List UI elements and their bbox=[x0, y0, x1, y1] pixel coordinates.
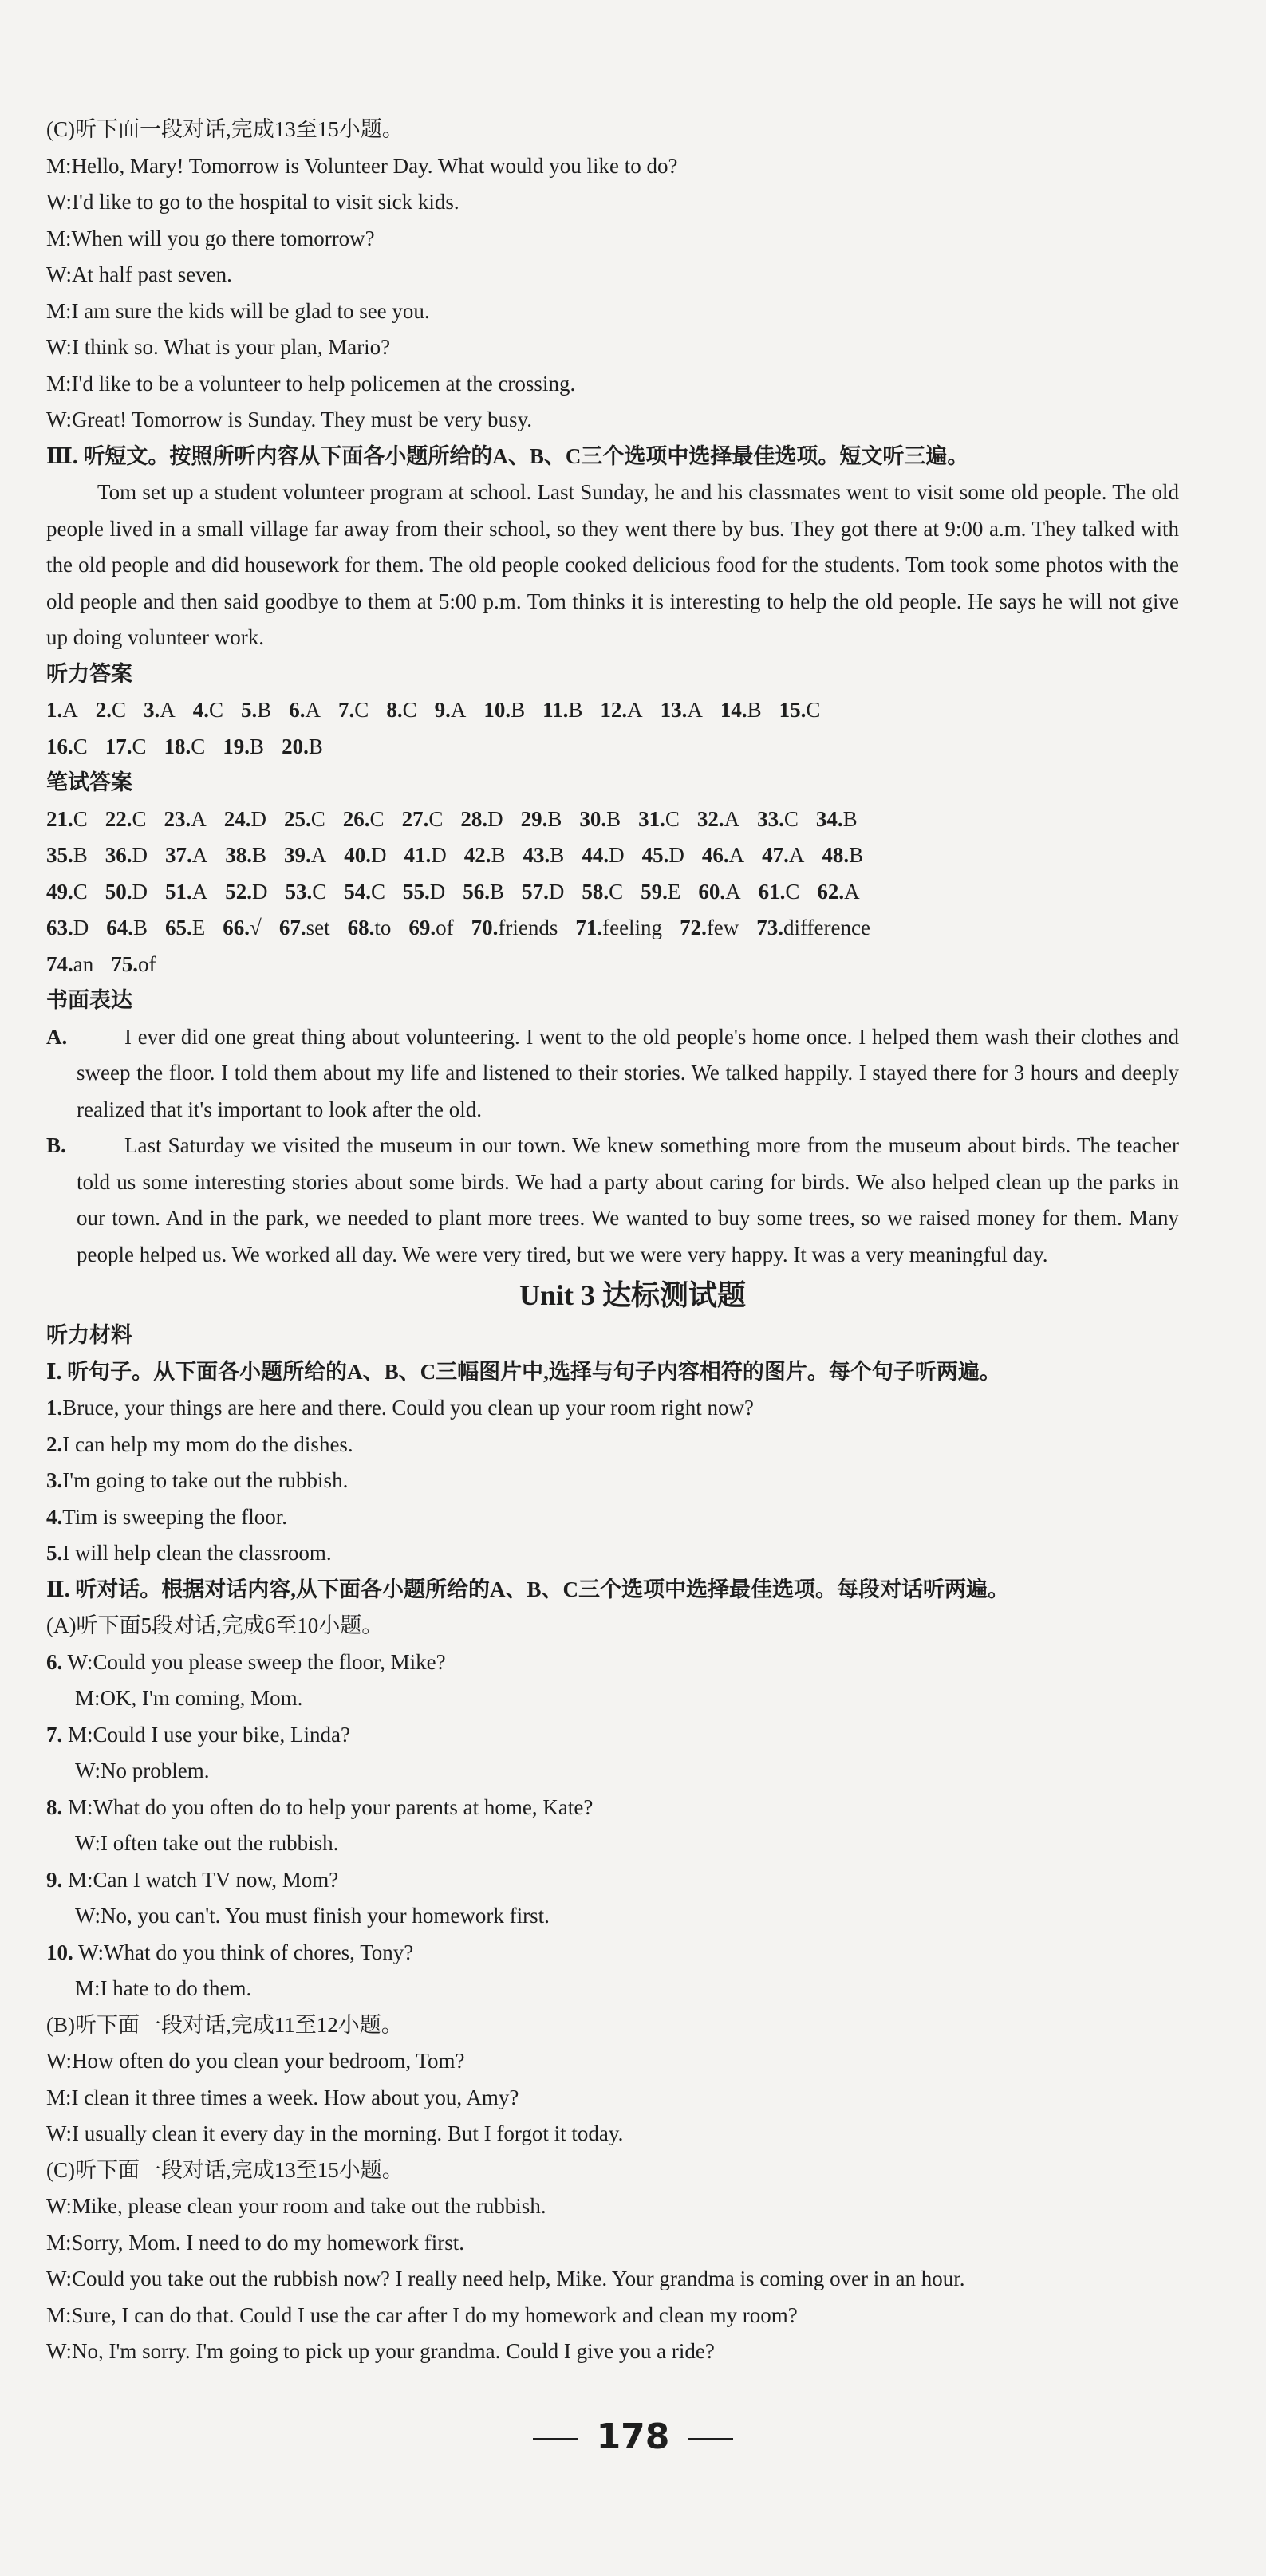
answer-value: of bbox=[436, 916, 454, 939]
answer-item bbox=[105, 843, 148, 867]
answer-item bbox=[284, 807, 325, 831]
answer-value: A bbox=[450, 698, 467, 722]
answer-item bbox=[638, 807, 680, 831]
answer-item bbox=[641, 880, 680, 904]
answer-value: D bbox=[548, 879, 565, 904]
essay-b-text: Last Saturday we visited the museum in our town. We knew something more from the museum about birds. The teacher told us some interesting stories about some birds. We had a party about caring for birds. We also helped clean up the parks in our town. And in the park, we needed to plant more trees. We wanted to buy some trees, so we raised money for them. Many people helped us. We worked all day. We were very tired, but we were very happy. It was a very meaningful day. bbox=[77, 1133, 1179, 1266]
answer-item bbox=[225, 880, 267, 904]
essay-b-label: B. bbox=[46, 1133, 66, 1157]
short-dialogue-line: 6. W:Could you please sweep the floor, Mike? bbox=[46, 1649, 446, 1674]
answer-number: 55. bbox=[403, 879, 430, 904]
answer-value: C bbox=[310, 806, 325, 831]
dialogue-line: M:I am sure the kids will be glad to see you. bbox=[46, 298, 430, 323]
answer-number: 59. bbox=[641, 879, 668, 904]
answer-value: B bbox=[606, 806, 621, 831]
answer-item bbox=[542, 698, 582, 722]
answer-value: A bbox=[310, 843, 327, 867]
answer-number: 40. bbox=[344, 843, 372, 867]
short-dialogue-reply: W:I often take out the rubbish. bbox=[75, 1831, 339, 1855]
answer-number: 73. bbox=[756, 916, 784, 939]
answer-item bbox=[46, 843, 88, 867]
dialogue-block bbox=[46, 148, 1179, 439]
answer-number: 61. bbox=[758, 879, 786, 904]
answer-number: 69. bbox=[408, 916, 436, 939]
answer-value: B bbox=[550, 843, 565, 867]
written-answers-heading: 笔试答案 bbox=[46, 770, 132, 794]
answer-item bbox=[680, 916, 739, 939]
answer-value: B bbox=[491, 843, 506, 867]
listening-materials-heading: 听力材料 bbox=[46, 1323, 132, 1347]
answer-value: B bbox=[257, 698, 272, 722]
dialogue-line: M:When will you go there tomorrow? bbox=[46, 226, 375, 250]
answer-item bbox=[46, 880, 88, 904]
answer-value: B bbox=[133, 916, 148, 939]
answer-value: friends bbox=[498, 916, 558, 939]
short-dialogue-line: 10. W:What do you think of chores, Tony? bbox=[46, 1940, 414, 1964]
short-dialogue-line: 7. M:Could I use your bike, Linda? bbox=[46, 1722, 350, 1747]
page-footer bbox=[0, 2416, 1266, 2457]
answer-item bbox=[223, 735, 264, 758]
answer-value: B bbox=[490, 879, 505, 904]
answer-item bbox=[348, 916, 392, 939]
answer-item bbox=[697, 807, 739, 831]
essay-b bbox=[46, 1128, 1179, 1273]
answer-row bbox=[46, 910, 1179, 947]
answer-value: set bbox=[306, 916, 330, 939]
answer-item bbox=[344, 880, 385, 904]
answer-item bbox=[582, 843, 624, 867]
answer-number: 45. bbox=[641, 843, 669, 867]
answer-number: 8. bbox=[386, 698, 403, 722]
answer-item bbox=[757, 807, 799, 831]
answer-item bbox=[164, 807, 207, 831]
answer-number: 38. bbox=[225, 843, 253, 867]
answer-item bbox=[817, 880, 859, 904]
dialogue-line: W:I usually clean it every day in the morning. But I forgot it today. bbox=[46, 2121, 624, 2145]
answer-value: B bbox=[568, 698, 583, 722]
answer-number: 25. bbox=[284, 806, 311, 831]
answer-value: D bbox=[487, 806, 503, 831]
answer-number: 16. bbox=[46, 734, 73, 758]
answer-number: 33. bbox=[757, 806, 784, 831]
answer-item bbox=[284, 843, 326, 867]
answer-number: 34. bbox=[815, 806, 843, 831]
answer-value: D bbox=[73, 916, 89, 939]
answer-item bbox=[756, 916, 870, 939]
answer-value: A bbox=[62, 698, 78, 722]
short-dialogue-reply: W:No, you can't. You must finish your homework first. bbox=[75, 1904, 550, 1928]
answer-item bbox=[289, 698, 321, 722]
writing-heading: 书面表达 bbox=[46, 988, 132, 1012]
dialogue-line: W:At half past seven. bbox=[46, 262, 232, 286]
answer-value: C bbox=[73, 879, 88, 904]
answer-value: D bbox=[250, 806, 267, 831]
answer-number: 11. bbox=[542, 698, 569, 722]
answer-number: 75. bbox=[111, 951, 138, 976]
dialogue-line: M:Sure, I can do that. Could I use the car after I do my homework and clean my room? bbox=[46, 2302, 798, 2327]
answer-value: B bbox=[250, 734, 265, 758]
answer-item bbox=[402, 807, 444, 831]
answer-value: A bbox=[191, 806, 207, 831]
answer-item bbox=[435, 698, 467, 722]
page-content bbox=[46, 112, 1179, 2370]
answer-item bbox=[642, 843, 684, 867]
answer-value: C bbox=[132, 806, 147, 831]
answer-item bbox=[759, 880, 800, 904]
answer-value: C bbox=[132, 734, 147, 758]
answer-item bbox=[816, 807, 858, 831]
footer-dash bbox=[688, 2438, 733, 2440]
answer-number: 39. bbox=[284, 843, 311, 867]
answer-item bbox=[164, 735, 206, 758]
answer-number: 60. bbox=[698, 879, 726, 904]
answer-number: 7. bbox=[338, 698, 355, 722]
answer-value: D bbox=[429, 879, 446, 904]
essay-a-text: I ever did one great thing about volunteering. I went to the old people's home once. I helped them wash their clothes and sweep the floor. I told them about my life and listened to their stories. We talked happily. I stayed there for 3 hours and deeply realized that it's important to look after the old. bbox=[77, 1024, 1179, 1121]
answer-item bbox=[165, 880, 207, 904]
answer-item bbox=[460, 807, 503, 831]
answer-value: C bbox=[191, 734, 206, 758]
answer-number: 9. bbox=[434, 698, 451, 722]
answer-value: A bbox=[305, 698, 321, 722]
answer-item bbox=[720, 698, 762, 722]
answer-value: of bbox=[137, 951, 156, 976]
answer-number: 54. bbox=[344, 879, 372, 904]
answer-value: C bbox=[428, 806, 444, 831]
essay-a-label: A. bbox=[46, 1024, 68, 1049]
answer-item bbox=[105, 735, 147, 758]
answer-number: 14. bbox=[720, 698, 747, 722]
answer-number: 47. bbox=[762, 843, 789, 867]
answer-value: A bbox=[191, 843, 208, 867]
answer-number: 31. bbox=[638, 806, 665, 831]
answer-number: 64. bbox=[106, 916, 133, 939]
answer-number: 43. bbox=[523, 843, 550, 867]
answer-number: 12. bbox=[600, 698, 628, 722]
answer-item bbox=[522, 880, 564, 904]
answer-value: C bbox=[369, 806, 385, 831]
answer-item bbox=[408, 916, 453, 939]
sentence-item: 3.I'm going to take out the rubbish. bbox=[46, 1468, 349, 1492]
answer-item bbox=[702, 843, 744, 867]
short-dialogue-reply: W:No problem. bbox=[75, 1759, 210, 1782]
answer-value: C bbox=[371, 879, 386, 904]
dialogue-line: W:Mike, please clean your room and take out the rubbish. bbox=[46, 2194, 546, 2218]
answer-number: 63. bbox=[46, 916, 73, 939]
answer-item bbox=[344, 843, 386, 867]
answer-row bbox=[46, 947, 1179, 983]
short-dialogue-reply: M:I hate to do them. bbox=[75, 1976, 252, 2000]
answer-value: D bbox=[609, 843, 625, 867]
answer-item bbox=[165, 843, 207, 867]
answer-number: 48. bbox=[822, 843, 850, 867]
answer-value: feeling bbox=[602, 916, 663, 939]
answer-item bbox=[404, 843, 447, 867]
answer-value: C bbox=[73, 734, 88, 758]
answer-item bbox=[463, 880, 504, 904]
answer-item bbox=[661, 698, 703, 722]
answer-value: B bbox=[747, 698, 762, 722]
answer-value: C bbox=[783, 806, 799, 831]
answer-number: 30. bbox=[579, 806, 607, 831]
answer-value: A bbox=[627, 698, 643, 722]
answer-item bbox=[105, 807, 147, 831]
answer-item bbox=[386, 698, 416, 722]
answer-number: 23. bbox=[164, 806, 191, 831]
answer-value: C bbox=[609, 879, 624, 904]
answer-number: 66. bbox=[223, 916, 250, 939]
answer-number: 27. bbox=[401, 806, 429, 831]
answer-number: 36. bbox=[105, 843, 132, 867]
short-dialogue-line: 9. M:Can I watch TV now, Mom? bbox=[46, 1867, 339, 1892]
answer-number: 74. bbox=[46, 951, 73, 976]
answer-item bbox=[225, 843, 266, 867]
answer-item bbox=[483, 698, 525, 722]
dialogue-line: M:Sorry, Mom. I need to do my homework first. bbox=[46, 2230, 464, 2255]
answer-number: 57. bbox=[522, 879, 549, 904]
answer-number: 35. bbox=[46, 843, 73, 867]
answer-number: 28. bbox=[460, 806, 488, 831]
answer-item bbox=[464, 843, 506, 867]
answer-number: 32. bbox=[696, 806, 724, 831]
answer-row bbox=[46, 729, 1179, 766]
answer-value: A bbox=[160, 698, 176, 722]
answer-number: 17. bbox=[105, 734, 132, 758]
sentence-item: 4.Tim is sweeping the floor. bbox=[46, 1504, 288, 1529]
listening-passage: Tom set up a student volunteer program at school. Last Sunday, he and his classmates went to visit some old people. The old people lived in a small village far away from their school, so they went there by bus. They got there at 9:00 a.m. They talked with the old people and did housework for them. The old people cooked delicious food for the students. Tom took some photos with the old people and then said goodbye to them at 5:00 p.m. Tom thinks it is interesting to help the old people. He says he will not give up doing volunteer work. bbox=[46, 480, 1179, 649]
answer-value: C bbox=[806, 698, 821, 722]
answer-number: 42. bbox=[463, 843, 491, 867]
answer-item bbox=[46, 952, 93, 976]
answer-item bbox=[575, 916, 662, 939]
answer-number: 2. bbox=[95, 698, 112, 722]
answer-number: 15. bbox=[779, 698, 807, 722]
answer-item bbox=[165, 916, 205, 939]
answer-value: D bbox=[431, 843, 447, 867]
answer-item bbox=[343, 807, 385, 831]
answer-value: B bbox=[511, 698, 526, 722]
answer-number: 46. bbox=[701, 843, 729, 867]
dialogue-line: M:I'd like to be a volunteer to help policemen at the crossing. bbox=[46, 371, 576, 396]
answer-value: E bbox=[667, 879, 681, 904]
answer-row bbox=[46, 837, 1179, 874]
answer-row bbox=[46, 802, 1179, 838]
dialogue-line: M:Hello, Mary! Tomorrow is Volunteer Day. What would you like to do? bbox=[46, 153, 678, 178]
answer-value: C bbox=[354, 698, 369, 722]
answer-number: 26. bbox=[342, 806, 370, 831]
answer-value: B bbox=[547, 806, 562, 831]
answer-item bbox=[338, 698, 369, 722]
answer-value: an bbox=[73, 951, 94, 976]
answer-number: 50. bbox=[105, 879, 132, 904]
answer-value: C bbox=[73, 806, 88, 831]
answer-number: 37. bbox=[165, 843, 192, 867]
answer-value: C bbox=[312, 879, 327, 904]
answer-item bbox=[46, 807, 88, 831]
answer-number: 3. bbox=[144, 698, 160, 722]
short-dialogue-line: 8. M:What do you often do to help your parents at home, Kate? bbox=[46, 1794, 594, 1819]
answer-number: 19. bbox=[223, 734, 250, 758]
answer-number: 21. bbox=[46, 806, 73, 831]
answer-value: A bbox=[725, 879, 741, 904]
answer-row bbox=[46, 692, 1179, 729]
dialogue-line: W:I think so. What is your plan, Mario? bbox=[46, 335, 391, 359]
answer-item bbox=[144, 698, 176, 722]
listening-answers-heading: 听力答案 bbox=[46, 661, 132, 686]
answer-item bbox=[822, 843, 863, 867]
answer-item bbox=[582, 880, 623, 904]
answer-number: 41. bbox=[404, 843, 432, 867]
answer-number: 71. bbox=[575, 916, 603, 939]
answer-value: C bbox=[665, 806, 680, 831]
answer-number: 68. bbox=[347, 916, 375, 939]
answer-value: B bbox=[308, 734, 323, 758]
sentence-item: 2.I can help my mom do the dishes. bbox=[46, 1432, 353, 1456]
answer-item bbox=[96, 698, 126, 722]
answer-value: to bbox=[374, 916, 392, 939]
answer-item bbox=[241, 698, 271, 722]
answer-value: B bbox=[252, 843, 267, 867]
dialogue-line: W:No, I'm sorry. I'm going to pick up your grandma. Could I give you a ride? bbox=[46, 2339, 715, 2363]
answer-value: difference bbox=[783, 916, 870, 939]
answer-value: A bbox=[788, 843, 805, 867]
answer-value: D bbox=[668, 843, 684, 867]
answer-value: D bbox=[132, 879, 148, 904]
part-a-intro: (A)听下面5段对话,完成6至10小题。 bbox=[46, 1613, 384, 1637]
answer-number: 4. bbox=[192, 698, 210, 722]
answer-number: 65. bbox=[165, 916, 192, 939]
answer-value: E bbox=[191, 916, 206, 939]
answer-number: 53. bbox=[285, 879, 313, 904]
answer-number: 70. bbox=[471, 916, 499, 939]
page-number: 178 bbox=[596, 2416, 670, 2457]
answer-value: C bbox=[112, 698, 127, 722]
answer-item bbox=[46, 735, 88, 758]
dialogue-line: W:Great! Tomorrow is Sunday. They must be very busy. bbox=[46, 408, 533, 431]
section-3-heading: Ⅲ. 听短文。按照所听内容从下面各小题所给的A、B、C三个选项中选择最佳选项。短文听三遍。 bbox=[46, 443, 969, 468]
answer-item bbox=[762, 843, 804, 867]
sentence-item: 1.Bruce, your things are here and there. Could you clean up your room right now? bbox=[46, 1396, 755, 1420]
answer-value: A bbox=[687, 698, 703, 722]
dialogue-line: W:Could you take out the rubbish now? I really need help, Mike. Your grandma is coming over in an hour. bbox=[46, 2267, 965, 2290]
answer-number: 1. bbox=[46, 698, 63, 722]
answer-item bbox=[579, 807, 621, 831]
answer-value: D bbox=[132, 843, 148, 867]
answer-value: few bbox=[706, 916, 739, 939]
answer-value: B bbox=[842, 806, 858, 831]
answer-value: A bbox=[191, 879, 208, 904]
part-c-intro: (C)听下面一段对话,完成13至15小题。 bbox=[46, 2157, 404, 2182]
answer-number: 62. bbox=[817, 879, 845, 904]
answer-value: A bbox=[844, 879, 860, 904]
answer-item bbox=[193, 698, 223, 722]
answer-item bbox=[279, 916, 330, 939]
dialogue-line: W:How often do you clean your bedroom, Tom? bbox=[46, 2049, 465, 2073]
section-1-heading: Ⅰ. 听句子。从下面各小题所给的A、B、C三幅图片中,选择与句子内容相符的图片。每个句子听两遍。 bbox=[46, 1359, 1001, 1384]
answer-number: 56. bbox=[463, 879, 491, 904]
answer-item bbox=[46, 698, 78, 722]
answer-number: 10. bbox=[483, 698, 511, 722]
answer-number: 58. bbox=[582, 879, 609, 904]
section-2-heading: Ⅱ. 听对话。根据对话内容,从下面各小题所给的A、B、C三个选项中选择最佳选项。每段对话听两遍。 bbox=[46, 1577, 1010, 1601]
dialogue-line: M:I clean it three times a week. How about you, Amy? bbox=[46, 2085, 519, 2109]
answer-value: D bbox=[371, 843, 387, 867]
answer-number: 67. bbox=[278, 916, 306, 939]
answer-item bbox=[111, 952, 156, 976]
part-b-intro: (B)听下面一段对话,完成11至12小题。 bbox=[46, 2012, 403, 2037]
answer-item bbox=[46, 916, 89, 939]
answer-value: B bbox=[73, 843, 88, 867]
answer-row bbox=[46, 874, 1179, 911]
answer-item bbox=[521, 807, 562, 831]
sentence-item: 5.I will help clean the classroom. bbox=[46, 1541, 332, 1565]
answer-value: C bbox=[402, 698, 417, 722]
answer-number: 52. bbox=[225, 879, 253, 904]
part-c-intro: (C)听下面一段对话,完成13至15小题。 bbox=[46, 117, 404, 141]
dialogue-line: W:I'd like to go to the hospital to visit sick kids. bbox=[46, 190, 459, 214]
answer-item bbox=[106, 916, 148, 939]
answer-item bbox=[403, 880, 445, 904]
answer-number: 49. bbox=[46, 879, 73, 904]
answer-item bbox=[282, 735, 323, 758]
answer-value: B bbox=[849, 843, 864, 867]
footer-dash bbox=[533, 2438, 578, 2440]
answer-number: 44. bbox=[582, 843, 609, 867]
answer-value: A bbox=[724, 806, 740, 831]
answer-number: 51. bbox=[165, 879, 192, 904]
answer-number: 6. bbox=[289, 698, 306, 722]
answer-number: 24. bbox=[223, 806, 251, 831]
answer-value: √ bbox=[250, 916, 262, 939]
answer-item bbox=[779, 698, 821, 722]
answer-number: 13. bbox=[660, 698, 688, 722]
answer-item bbox=[523, 843, 565, 867]
answer-item bbox=[471, 916, 558, 939]
answer-item bbox=[286, 880, 327, 904]
answer-value: A bbox=[728, 843, 745, 867]
answer-value: C bbox=[209, 698, 224, 722]
unit-title: Unit 3 达标测试题 bbox=[519, 1279, 746, 1311]
answer-number: 22. bbox=[105, 806, 132, 831]
answer-number: 18. bbox=[164, 734, 191, 758]
answer-item bbox=[224, 807, 266, 831]
answer-value: C bbox=[785, 879, 800, 904]
answer-number: 72. bbox=[680, 916, 707, 939]
answer-item bbox=[600, 698, 642, 722]
answer-item bbox=[223, 916, 262, 939]
answer-item bbox=[105, 880, 148, 904]
answer-number: 5. bbox=[241, 698, 258, 722]
short-dialogue-reply: M:OK, I'm coming, Mom. bbox=[75, 1686, 303, 1710]
answer-number: 20. bbox=[282, 734, 309, 758]
essay-a bbox=[46, 1019, 1179, 1128]
answer-value: D bbox=[252, 879, 268, 904]
answer-number: 29. bbox=[520, 806, 548, 831]
answer-item bbox=[698, 880, 740, 904]
